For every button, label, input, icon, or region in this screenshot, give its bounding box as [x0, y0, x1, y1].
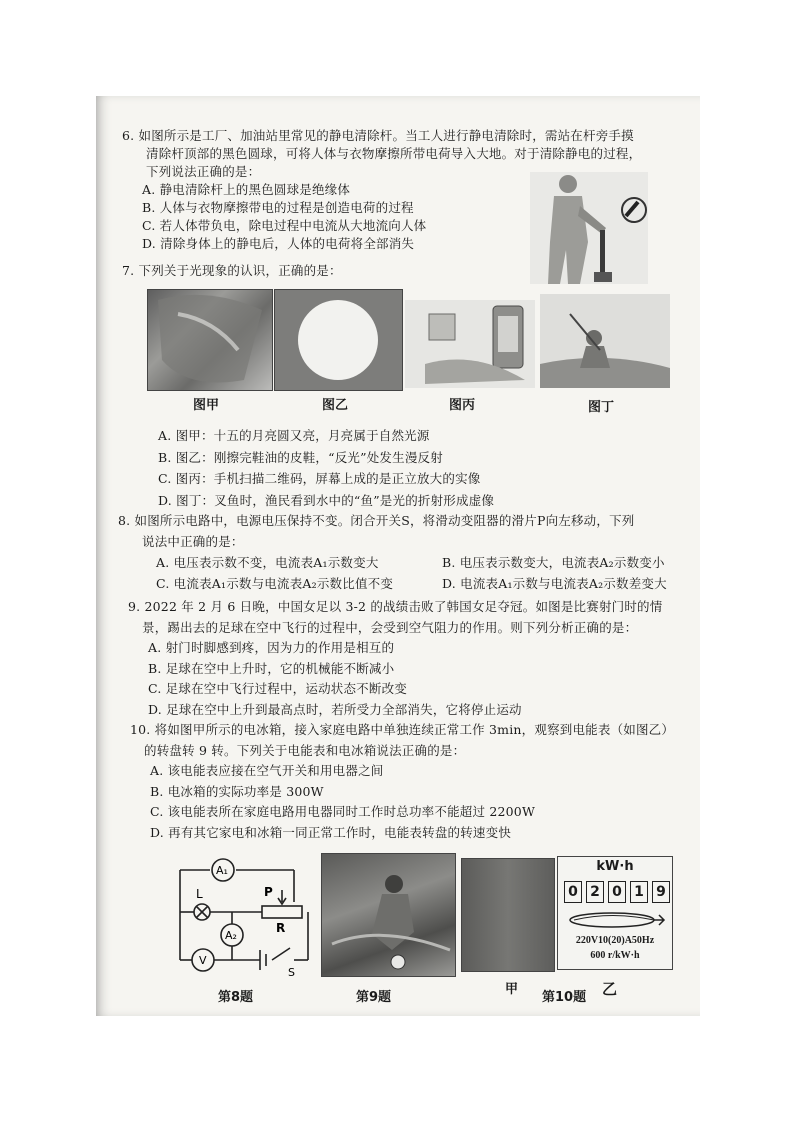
q10-option-b: B. 电冰箱的实际功率是 300W [150, 783, 324, 799]
question-8 [118, 510, 667, 594]
q7-caption-bing: 图丙 [449, 398, 476, 413]
q7-option-b: B. 图乙：刚擦完鞋油的皮鞋，“反光”处发生漫反射 [158, 449, 443, 465]
switch-label: S [288, 966, 295, 979]
q6-option-b: B. 人体与衣物摩擦带电的过程是创造电荷的过程 [142, 200, 414, 215]
question-10 [130, 720, 674, 843]
meter-unit: kW·h [596, 859, 634, 874]
question-7-stem [122, 262, 342, 280]
meter-digit-4: 1 [630, 881, 648, 903]
q8-options-row-1 [118, 552, 667, 573]
q6-worker-photo [530, 172, 648, 284]
slider-label: P [264, 885, 273, 899]
q6-stem-line-2: 清除杆顶部的黑色圆球，可将人体与衣物摩擦所带电荷导入大地。对于清除静电的过程， [146, 146, 642, 161]
q10-electric-meter [557, 856, 673, 970]
q10-option-c: C. 该电能表所在家庭电路用电器同时工作时总功率不能超过 2200W [150, 804, 535, 819]
q6-stem-line-3: 下列说法正确的是： [146, 164, 261, 179]
lamp-label: L [196, 887, 203, 901]
phone-qr-image [405, 300, 535, 388]
q7-options [138, 425, 494, 511]
q10-stem-line-2: 的转盘转 9 转。下列关于电能表和电冰箱说法正确的是： [144, 742, 466, 758]
q6-stem-line-1: 6. 如图所示是工厂、加油站里常见的静电清除杆。当工人进行静电清除时，需站在杆旁手摸 [122, 128, 634, 143]
q10-option-d: D. 再有其它家电和冰箱一同正常工作时，电能表转盘的转速变快 [150, 824, 512, 840]
q10-stem-line-1: 10. 将如图甲所示的电冰箱，接入家庭电路中单独连续正常工作 3min，观察到电能表（如图乙） [130, 722, 675, 737]
meter-digit-3: 0 [608, 881, 626, 903]
q8-circuit-diagram [170, 852, 320, 980]
q7-option-c: C. 图丙：手机扫描二维码，屏幕上成的是正立放大的实像 [158, 471, 481, 486]
fig10-yi-label: 乙 [602, 980, 618, 998]
q9-option-a: A. 射门时脚感到疼，因为力的作用是相互的 [148, 640, 395, 655]
meter-digit-2: 2 [586, 881, 604, 903]
fig9-caption: 第9题 [356, 990, 392, 1005]
q7-caption-yi: 图乙 [322, 398, 349, 413]
q7-option-a: A. 图甲：十五的月亮圆又亮，月亮属于自然光源 [158, 428, 430, 443]
meter-digit-1: 0 [564, 881, 582, 903]
q9-football-photo [321, 853, 456, 977]
fisherman-image [540, 294, 670, 388]
q9-option-d: D. 足球在空中上升到最高点时，若所受力全部消失，它将停止运动 [148, 701, 522, 717]
moon-image [275, 290, 402, 390]
q6-option-c: C. 若人体带负电，除电过程中电流从大地流向人体 [142, 218, 427, 233]
q10-option-a: A. 该电能表应接在空气开关和用电器之间 [150, 763, 384, 778]
q7-stem: 7. 下列关于光现象的认识，正确的是： [122, 263, 342, 278]
q9-option-b: B. 足球在空中上升时，它的机械能不断减小 [148, 660, 395, 676]
meter-digit-5: 9 [652, 881, 670, 903]
meter-constant: 600 r/kW·h [590, 950, 640, 961]
q7-figure-yi [274, 289, 403, 391]
q9-stem-line-2: 景，踢出去的足球在空中飞行的过程中，会受到空气阻力的作用。则下列分析正确的是： [142, 619, 638, 635]
worker-illustration [530, 172, 648, 284]
football-scene [322, 854, 455, 976]
q8-option-b: B. 电压表示数变大，电流表A₂示数变小 [442, 555, 665, 570]
meter-rating: 220V10(20)A50Hz [575, 935, 655, 946]
q8-stem-line-1: 8. 如图所示电路中，电源电压保持不变。闭合开关S，将滑动变阻器的滑片P向左移动，下列 [118, 513, 635, 528]
q6-option-d: D. 清除身体上的静电后，人体的电荷将全部消失 [142, 236, 415, 251]
q7-figure-jia [147, 289, 273, 391]
question-9 [128, 597, 662, 720]
q7-figure-bing [405, 300, 535, 388]
meter-digits [564, 881, 670, 903]
q8-option-d: D. 电流表A₁示数与电流表A₂示数差变大 [442, 576, 667, 591]
fig8-caption: 第8题 [218, 990, 254, 1005]
q8-options-row-2 [118, 573, 667, 594]
rheostat-label: R [276, 921, 286, 935]
q10-fridge-photo [461, 858, 555, 972]
q8-stem-line-2: 说法中正确的是： [142, 534, 244, 549]
q9-stem-line-1: 9. 2022 年 2 月 6 日晚，中国女足以 3-2 的战绩击败了韩国女足夺冠。如图是比赛射门时的情 [128, 599, 663, 614]
ammeter-a2-label: A₂ [225, 929, 237, 942]
q7-caption-ding: 图丁 [588, 400, 615, 415]
q7-figure-ding [540, 294, 670, 388]
q9-option-c: C. 足球在空中飞行过程中，运动状态不断改变 [148, 681, 407, 696]
q8-option-a: A. 电压表示数不变，电流表A₁示数变大 [156, 555, 379, 570]
q6-option-a: A. 静电清除杆上的黑色圆球是绝缘体 [142, 182, 351, 197]
shoe-image [148, 290, 272, 390]
q7-caption-jia: 图甲 [193, 398, 220, 413]
q7-option-d: D. 图丁：叉鱼时，渔民看到水中的“鱼”是光的折射形成虚像 [158, 492, 495, 508]
fig10-jia-label: 甲 [505, 982, 519, 997]
fig10-caption: 第10题 [542, 990, 587, 1005]
meter-disc-icon [564, 909, 666, 931]
ammeter-a1-label: A₁ [216, 864, 228, 877]
q8-option-c: C. 电流表A₁示数与电流表A₂示数比值不变 [156, 576, 394, 591]
voltmeter-label: V [199, 954, 207, 967]
